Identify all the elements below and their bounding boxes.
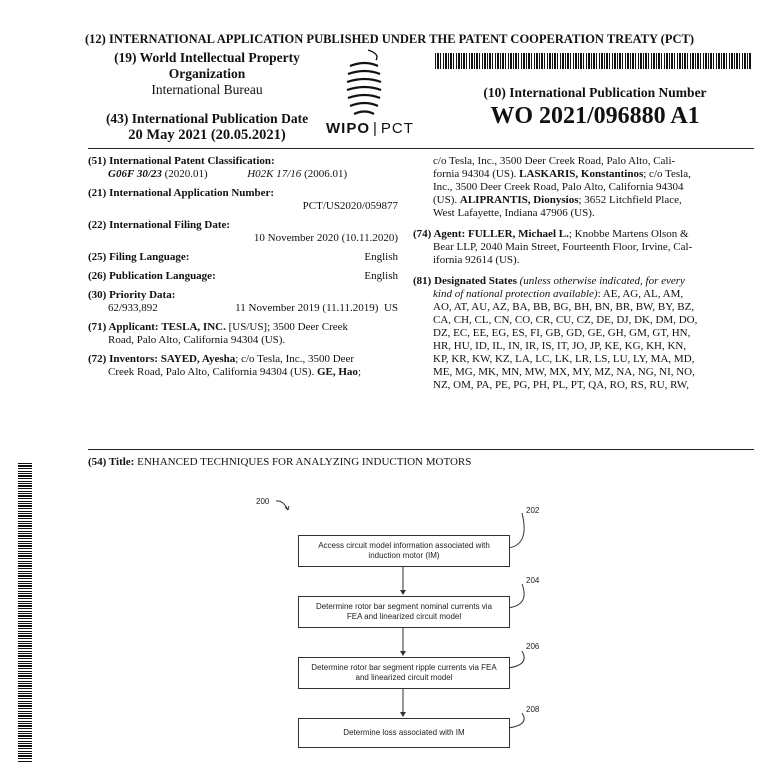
pct-wordmark: PCT (380, 120, 414, 137)
step-ref-204: 204 (526, 576, 540, 585)
wipo-wordmark: WIPO (326, 120, 370, 137)
field-51-label: (51) International Patent Classification: (88, 155, 275, 167)
inventors-continued: c/o Tesla, Inc., 3500 Deer Creek Road, Palo Alto, Cali- fornia 94304 (US). LASKARIS, Konstantinos; c/o Tesla, Inc., 3500 Deer Creek Road, Palo Alto, California 94304 (US). ALIPRANTIS, Dionysios; 3652 Litchfield Place, West Lafayette, Indiana 47906 (US). (433, 155, 691, 219)
field-81: (81) Designated States (unless otherwise indicated, for every kind of national protection available): AE, AG, AL, AM, AO, AT, AU, AZ, BA, BB, BG, BH, BN, BR, BW, BY, BZ, CA, CH, CL, CN, CO, CR, CU, CZ, DE, DJ, DK, DM, DO, DZ, EC, EE, EG, ES, FI, GB, GD, GE, GH, GM, GT, HN, HR, HU, ID, IL, IN, IR, IS, IT, JO, JP, KE, KG, KH, KN, KP, KR, KW, KZ, LA, LC, LK, LR, LS, LU, LY, MA, MD, ME, MG, MK, MN, MW, MX, MY, MZ, NA, NG, NI, NO, NZ, OM, PA, PE, PG, PH, PL, PT, QA, RO, RS, RU, RW, (413, 275, 698, 391)
pub-date-value: 20 May 2021 (20.05.2021) (128, 127, 286, 143)
flowchart-step-206: Determine rotor bar segment ripple currents via FEA and linearized circuit model (298, 657, 510, 689)
field-30-label: (30) Priority Data: (88, 289, 176, 301)
field-22-value: 10 November 2020 (10.11.2020) (253, 232, 398, 244)
step-ref-206: 206 (526, 642, 540, 651)
title-label: (54) Title: (88, 456, 135, 468)
org-line2: Organization (168, 66, 246, 81)
pub-number-label: (10) International Publication Number (483, 85, 707, 100)
field-25: (25) Filing Language: English (88, 251, 398, 263)
figure-ref-200: 200 (256, 497, 270, 506)
org-line1: (19) World Intellectual Property (114, 50, 300, 65)
field-72-line2: Creek Road, Palo Alto, California 94304 (US). GE, Hao; (108, 366, 361, 378)
field-21-value: PCT/US2020/059877 (302, 200, 398, 212)
field-51-classes: G06F 30/23 (2020.01) H02K 17/16 (2006.01) (108, 168, 348, 180)
flowchart-step-208: Determine loss associated with IM (298, 718, 510, 748)
pub-date-label: (43) International Publication Date (105, 111, 309, 126)
field-21-label: (21) International Application Number: (88, 187, 275, 199)
wipo-logo-text: WIPO | PCT (326, 120, 414, 137)
field-71-line2: Road, Palo Alto, California 94304 (US). (108, 334, 286, 346)
title-value: ENHANCED TECHNIQUES FOR ANALYZING INDUCTION MOTORS (137, 456, 472, 468)
field-72: (72) Inventors: SAYED, Ayesha; c/o Tesla, Inc., 3500 Deer (88, 353, 355, 365)
flowchart-step-204: Determine rotor bar segment nominal currents via FEA and linearized circuit model (298, 596, 510, 628)
flowchart-step-202: Access circuit model information associated with induction motor (IM) (298, 535, 510, 567)
step-ref-208: 208 (526, 705, 540, 714)
field-22-label: (22) International Filing Date: (88, 219, 231, 231)
field-30-value: 62/933,892 11 November 2019 (11.11.2019) US (108, 302, 398, 314)
field-74: (74) Agent: FULLER, Michael L.; Knobbe Martens Olson & Bear LLP, 2040 Main Street, Fourteenth Floor, Irvine, Cal- ifornia 92614 (US). (413, 228, 693, 266)
pub-number-value: WO 2021/096880 A1 (490, 103, 700, 129)
field-26: (26) Publication Language: English (88, 270, 398, 282)
field-71: (71) Applicant: TESLA, INC. [US/US]; 3500 Deer Creek (88, 321, 349, 333)
step-ref-202: 202 (526, 506, 540, 515)
org-line3: International Bureau (151, 82, 263, 97)
publication-type-heading: (12) INTERNATIONAL APPLICATION PUBLISHED UNDER THE PATENT COOPERATION TREATY (PCT) (85, 32, 694, 46)
